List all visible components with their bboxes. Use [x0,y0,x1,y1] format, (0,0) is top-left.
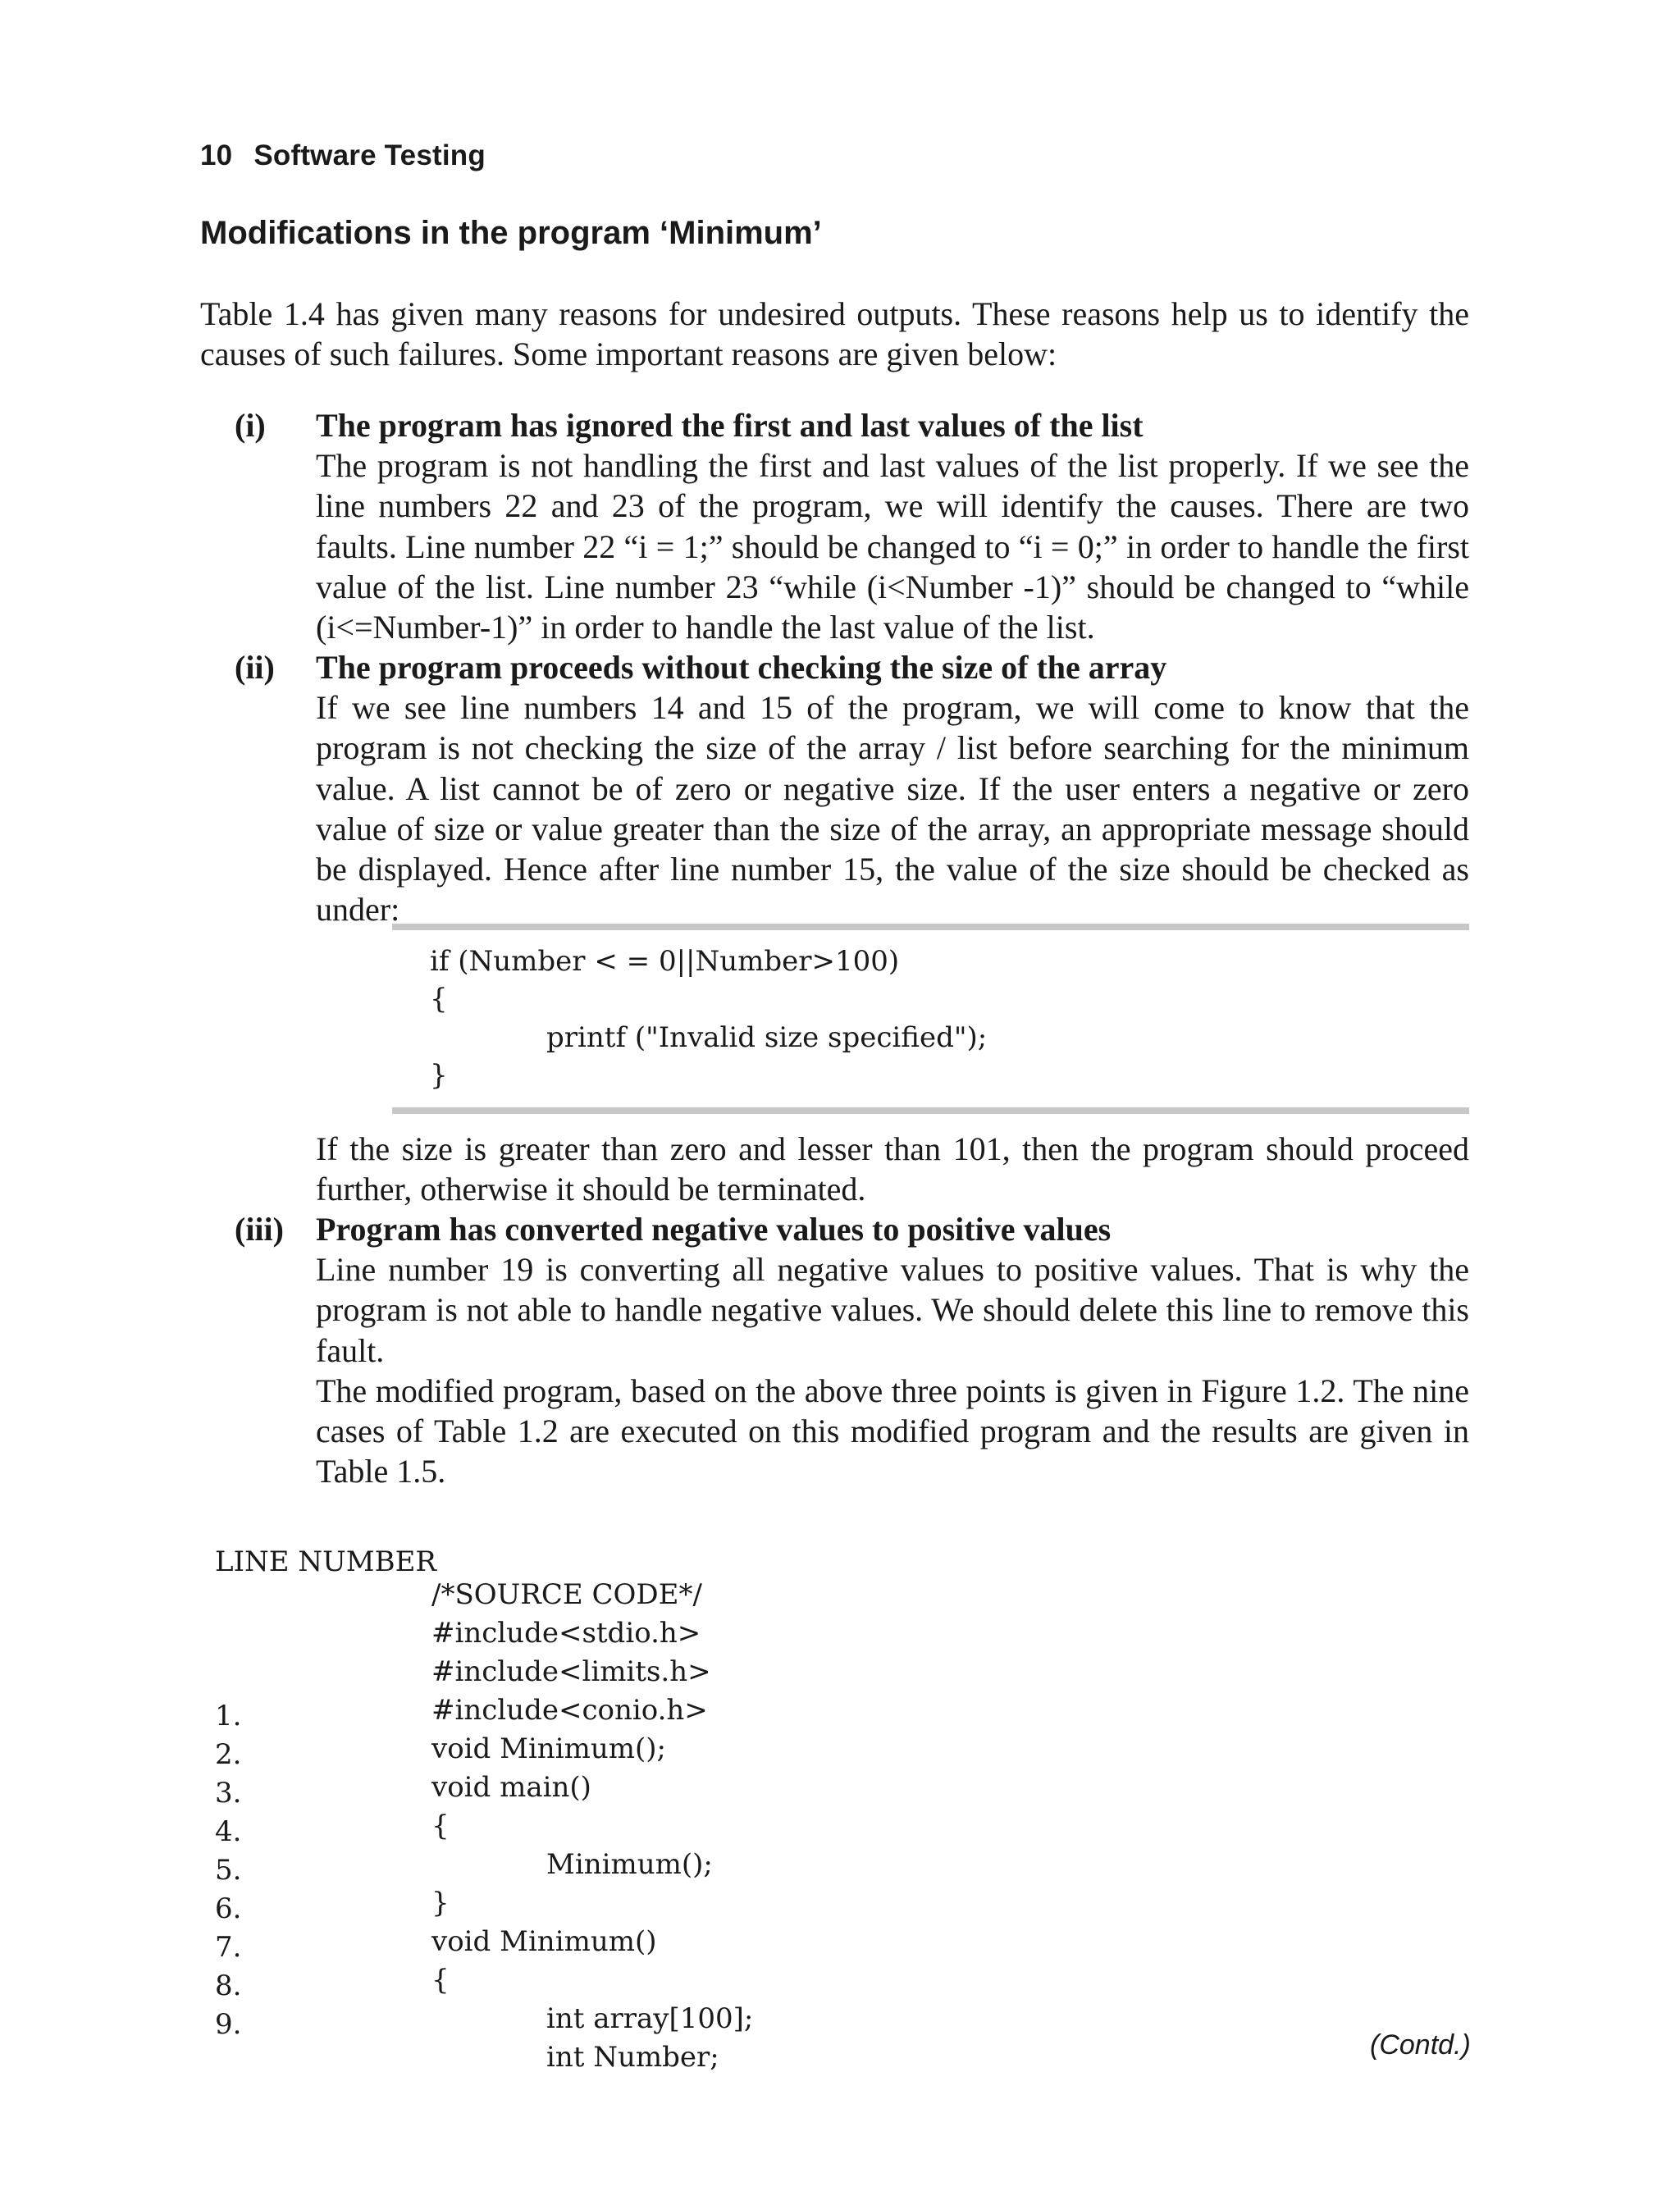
source-code-header: /*SOURCE CODE*/ [431,1578,702,1611]
item-label: (iii) [235,1211,284,1248]
code-line: printf ("Invalid size specified"); [546,1021,988,1054]
listing-row [215,1744,450,1842]
item-text: Line number 19 is converting all negative values to positive values. That is why the program is not able to handle negative values. We should delete this line to remove this fault. [316,1251,1469,1369]
source-line: } [431,1887,450,1919]
code-line: { [430,983,448,1016]
item-label: (ii) [235,649,275,686]
reason-item-3 [200,1209,1469,1491]
source-line: int Number; [546,2041,719,2074]
after-snippet-paragraph [200,1129,1469,1209]
intro-paragraph: Table 1.4 has given many reasons for undesired outputs. These reasons help us to identify the causes of such failures. Some important reasons are given below: [200,295,1469,373]
source-line: #include<conio.h> [431,1694,708,1727]
listing-row [215,1860,657,1958]
line-number: 3. [215,1777,242,1810]
listing-row [215,1898,450,1997]
item-text: The program is not handling the first and last values of the list properly. If we see the line numbers 22 and 23 of the program, we will identify the causes. There are two faults. Line number 22 “i = 1;” should be changed to “i = 0;” in order to handle the first value of the list. Line number 23 “while (i<Number -1)” should be changed to “while (i<=Number-1)” in order to handle the last value of the list. [316,447,1469,646]
item-text-continued: The modified program, based on the above three points is given in Figure 1.2. The nine cases of Table 1.2 are executed on this modified program and the results are given in Table 1.5. [316,1372,1469,1490]
reason-item-1 [200,405,1469,647]
listing-header [215,1513,702,1611]
reason-item-2 [200,647,1469,929]
line-number: 9. [215,2008,242,2041]
line-number: 4. [215,1815,242,1848]
book-title: Software Testing [253,139,486,171]
continued-note: (Contd.) [1370,2029,1471,2061]
source-line: #include<stdio.h> [431,1617,701,1650]
source-line: { [431,1810,450,1842]
listing-row [215,1821,450,1919]
item-label: (i) [235,407,266,444]
line-number: 5. [215,1854,242,1887]
line-number: 8. [215,1970,242,2002]
page-number: 10 [200,139,233,171]
line-number: 7. [215,1931,242,1964]
line-number: 2. [215,1738,242,1771]
line-number: 6. [215,1892,242,1925]
code-line: } [430,1059,448,1092]
item-title: Program has converted negative values to positive values [316,1211,1112,1248]
source-line: void Minimum(); [431,1732,666,1765]
source-line: Minimum(); [546,1848,713,1881]
line-number: 1. [215,1700,242,1732]
item-title: The program has ignored the first and last values of the list [316,407,1144,444]
line-number-header: LINE NUMBER [215,1545,437,1578]
item-text: If we see line numbers 14 and 15 of the program, we will come to know that the program is not checking the size of the array / list before searching for the minimum value. A list cannot be of zero or negative size. If the user enters a negative or zero value of size or value greater than the size of the array, an appropriate message should be displayed. Hence after line number 15, the value of the size should be checked as under: [316,689,1469,929]
item-title: The program proceeds without checking the size of the array [316,649,1167,686]
code-snippet-box [392,924,1469,1114]
source-line: int array[100]; [546,2002,754,2035]
item-text: If the size is greater than zero and lesser than 101, then the program should proceed further, otherwise it should be terminated. [316,1130,1469,1208]
source-line: void main() [431,1771,591,1804]
source-line: #include<limits.h> [431,1655,711,1688]
source-line: { [431,1964,450,1997]
source-line: void Minimum() [431,1925,657,1958]
code-line: if (Number < = 0||Number>100) [430,945,900,978]
running-header [200,139,486,172]
section-heading: Modifications in the program ‘Minimum’ [200,215,822,251]
